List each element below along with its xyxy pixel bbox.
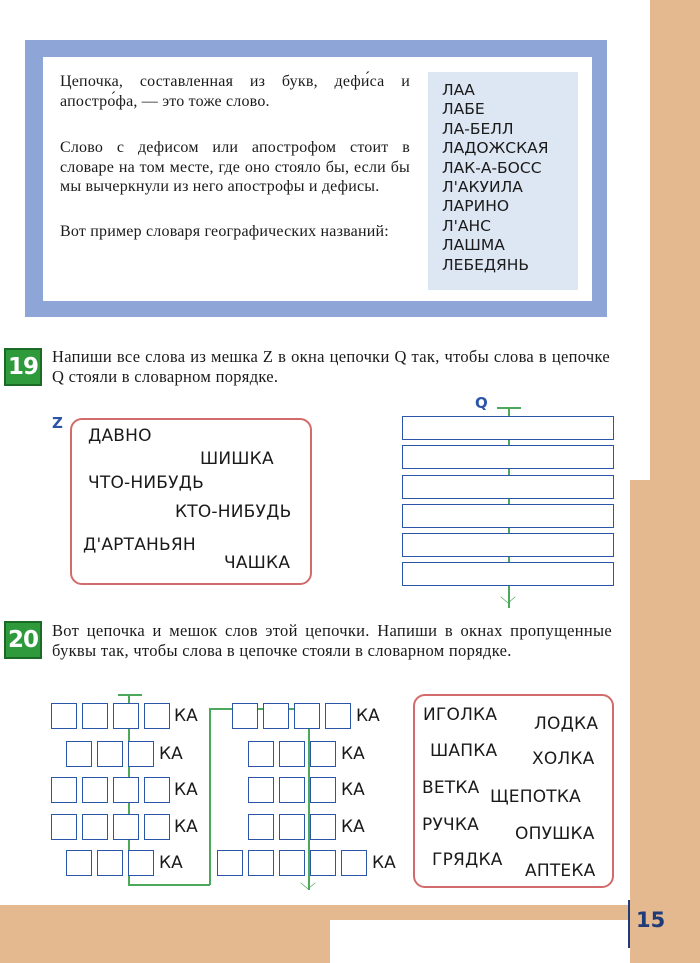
- page-number-divider: [628, 900, 630, 948]
- letter-window[interactable]: [279, 777, 305, 803]
- dictionary-entry: ЛАБЕ: [442, 100, 485, 119]
- letter-window[interactable]: [113, 703, 139, 729]
- letter-window[interactable]: [144, 814, 170, 840]
- letter-window[interactable]: [217, 850, 243, 876]
- word-suffix: КА: [356, 706, 380, 726]
- dictionary-entry: Л'АНС: [442, 216, 491, 235]
- bag-20-word: ИГОЛКА: [423, 705, 498, 725]
- dictionary-entry: ЛАА: [442, 81, 475, 99]
- letter-window[interactable]: [310, 777, 336, 803]
- word-suffix: КА: [341, 744, 365, 764]
- chain-q-window[interactable]: [402, 416, 614, 440]
- letter-window[interactable]: [97, 850, 123, 876]
- word-suffix: КА: [174, 780, 198, 800]
- rule-paragraph-2: Слово с дефисом или апострофом стоит в словаре на том месте, где оно стояло бы, если бы мы вычеркнули из него апострофы и дефисы.: [60, 139, 410, 195]
- letter-window[interactable]: [66, 741, 92, 767]
- letter-window[interactable]: [144, 703, 170, 729]
- word-suffix: КА: [159, 744, 183, 764]
- dictionary-entry: Л'АКУИЛА: [442, 178, 523, 197]
- page-edge-band: [630, 480, 700, 963]
- page-footer-area: [330, 920, 630, 963]
- word-suffix: КА: [174, 817, 198, 837]
- rule-paragraph-1: Цепочка, составленная из букв, дефи́са и апостро́фа, — это тоже слово.: [60, 73, 410, 110]
- bag-20-word: ВЕТКА: [422, 778, 480, 798]
- letter-window[interactable]: [310, 814, 336, 840]
- chain-q-label: Q: [475, 394, 488, 412]
- letter-window[interactable]: [232, 703, 258, 729]
- rule-paragraph-3: Вот пример словаря географических названий:: [60, 223, 389, 240]
- dictionary-entry: ЛАДОЖСКАЯ: [442, 139, 549, 158]
- letter-window[interactable]: [279, 850, 305, 876]
- letter-window[interactable]: [248, 741, 274, 767]
- letter-window[interactable]: [51, 777, 77, 803]
- chain-20-start-mark: [118, 694, 142, 696]
- dictionary-entry: ЛЕБЕДЯНЬ: [442, 255, 530, 274]
- letter-window[interactable]: [82, 814, 108, 840]
- letter-window[interactable]: [97, 741, 123, 767]
- letter-window[interactable]: [263, 703, 289, 729]
- letter-window[interactable]: [51, 703, 77, 729]
- task-19-badge: 19: [4, 348, 42, 386]
- letter-window[interactable]: [279, 814, 305, 840]
- chain-20-arrow-icon: ﹀: [300, 881, 317, 900]
- letter-window[interactable]: [294, 703, 320, 729]
- letter-window[interactable]: [279, 741, 305, 767]
- letter-window[interactable]: [113, 814, 139, 840]
- letter-window[interactable]: [128, 741, 154, 767]
- letter-window[interactable]: [82, 703, 108, 729]
- dictionary-entry: ЛАК-А-БОСС: [442, 158, 542, 177]
- chain-20-line-bottom: [128, 884, 210, 886]
- bag-20-word: ХОЛКА: [532, 749, 595, 769]
- task-20-text: Вот цепочка и мешок слов этой цепочки. Напиши в окнах пропущенные буквы так, чтобы слова в цепочке стояли в словарном порядке.: [52, 621, 612, 660]
- dictionary-entry: ЛАРИНО: [442, 197, 510, 216]
- dictionary-list: [442, 81, 548, 275]
- chain-q-window[interactable]: [402, 475, 614, 499]
- bag-20-word: ШАПКА: [430, 741, 498, 761]
- letter-window[interactable]: [66, 850, 92, 876]
- letter-window[interactable]: [248, 814, 274, 840]
- page-number: 15: [636, 908, 666, 932]
- bag-z-word: ЧАШКА: [224, 553, 291, 573]
- word-suffix: КА: [341, 817, 365, 837]
- letter-window[interactable]: [310, 741, 336, 767]
- letter-window[interactable]: [144, 777, 170, 803]
- bag-20-word: РУЧКА: [422, 815, 479, 835]
- letter-window[interactable]: [248, 777, 274, 803]
- bag-z-word: ШИШКА: [200, 449, 274, 469]
- word-suffix: КА: [174, 706, 198, 726]
- chain-q-window[interactable]: [402, 533, 614, 557]
- bag-z-word: ДАВНО: [88, 426, 152, 446]
- letter-window[interactable]: [113, 777, 139, 803]
- bag-20-word: ОПУШКА: [515, 824, 595, 844]
- bag-20-word: ЩЕПОТКА: [490, 787, 581, 807]
- letter-window[interactable]: [310, 850, 336, 876]
- chain-q-window[interactable]: [402, 445, 614, 469]
- letter-window[interactable]: [51, 814, 77, 840]
- word-suffix: КА: [159, 853, 183, 873]
- bag-20-word: АПТЕКА: [525, 861, 596, 881]
- chain-q-arrow-icon: ﹀: [500, 595, 517, 614]
- chain-20-line-mid: [209, 708, 211, 885]
- word-suffix: КА: [341, 780, 365, 800]
- letter-window[interactable]: [341, 850, 367, 876]
- bag-z-word: Д'АРТАНЬЯН: [83, 535, 196, 555]
- dictionary-entry: ЛА-БЕЛЛ: [442, 119, 514, 138]
- letter-window[interactable]: [128, 850, 154, 876]
- task-19-text: Напиши все слова из мешка Z в окна цепочки Q так, чтобы слова в цепочке Q стояли в словарном порядке.: [52, 347, 610, 386]
- bag-20-word: ГРЯДКА: [432, 850, 503, 870]
- letter-window[interactable]: [325, 703, 351, 729]
- chain-q-window[interactable]: [402, 562, 614, 586]
- word-suffix: КА: [372, 853, 396, 873]
- dictionary-entry: ЛАШМА: [442, 236, 505, 255]
- bag-z-word: КТО-НИБУДЬ: [175, 502, 292, 522]
- bag-z-label: Z: [52, 414, 63, 432]
- bag-z-word: ЧТО-НИБУДЬ: [88, 473, 205, 493]
- chain-q-window[interactable]: [402, 504, 614, 528]
- bag-20-word: ЛОДКА: [534, 714, 599, 734]
- letter-window[interactable]: [248, 850, 274, 876]
- letter-window[interactable]: [82, 777, 108, 803]
- task-20-badge: 20: [4, 621, 42, 659]
